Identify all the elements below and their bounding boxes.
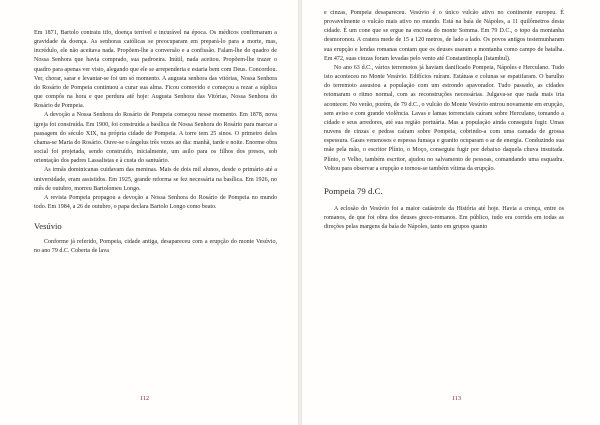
- paragraph-eclosao: A eclosão do Vesúvio foi a maior catástrofe da História até hoje. Havia a crença, entre os romanos, de que foi obra dos deuses greco-romanos. Em público, tudo era corrida em todas as direções pelas margens da baía de Nápoles, tanto em grupos quanto: [324, 205, 564, 231]
- paragraph-devocao: A devoção a Nossa Senhora do Rosário de Pompeia começou nesse momento. Em 1878, nova igreja foi construída. Em 1900, foi construída a basílica de Nossa Senhora do Rosário para marcar a passagem do século XIX, na própria cidade de Pompeia. A torre tem 25 sinos. O primeiro deles chama-se Maria do Rosário. Ouve-se o ângelus três vezes ao dia: manhã, tarde e noite. Enorme obra social foi projetada, sendo construído, inicialmente, um asilo para os filhos dos presos, sob orientação dos padres Lassalistas e à custa do santuário.: [34, 112, 277, 165]
- paragraph-tifo: Em 1871, Bartolo contraiu tifo, doença terrível e incurável na época. Os médicos confirmaram a gravidade da doença. As senhoras católicas se preocuparam em prepará-lo para a morte, mas, incrédulo, ele não aceitava nada. Propõem-lhe a conversão e a confissão. Falam-lhe do quadro de Nossa Senhora que havia comprado, sua padroeira. Inútil, nada aceitou. Propõem-lhe trazer o quadro para apenas ver visto, alegando que ele se arrependeria e estaria bem com Deus. Concordou. Ver, chorar, sarar e levantar-se foi um só momento. A augusta senhora das vitórias, Nossa Senhora do Rosário de Pompeia continuou a curar sua alma. Ficou comovido e começou a rezar a súplica que compôs na hora e que perdura até hoje: Augusta Senhora das Vitórias, Nossa Senhora do Rosário de Pompeia.: [34, 30, 277, 110]
- paragraph-terremotos: No ano 63 d.C., vários terremotos já haviam danificado Pompeia, Nápoles e Herculano. Tudo isto aconteceu no Monte Vesúvio. Edifícios ruíram. Estátuas e colunas se espatifaram. O barulho do terremoto assustou a população com um estrondo apavorador. Tudo passado, as cidades retomaram o ritmo normal, com as reconstruções necessárias. Julgava-se que nada mais iria acontecer. No verão, porém, de 79 d.C., o vulcão do Monte Vesúvio entrou novamente em erupção, sem aviso e com grande violência. Lavas e lamas torrenciais caíram sobre Herculano, tomando a cidade e seus arredores, até sua região portuária. Mas a população ainda conseguiu fugir. Umas nuvens de cinzas e pedras caíram sobre Pompeia, cobrindo-a com uma camada de grossa espessura. Gases venenosos e espessa fumaça e granito ocuparam o ar de energia. Conduzindo sua mãe pela mão, o escritor Plínio, o Moço, conseguiu fugir por debaixo daquela chuva insuitada. Plínio, o Velho, também escritor, ajudou no salvamento de pessoas, comandando uma esquadra. Voltou para observar a erupção e tornou-se também vítima da erupção.: [324, 64, 565, 172]
- section-heading-pompeia: Pompeia 79 d.C.: [324, 185, 383, 196]
- paragraph-vesuvio: Conforme já referido, Pompeia, cidade antiga, desapareceu com a erupção do monte Vesúvio, no ano 79 d.C. Coberta de lava: [34, 239, 277, 255]
- page-number-right: 113: [452, 395, 462, 402]
- left-page: [0, 0, 298, 425]
- paragraph-continuation: e cinzas, Pompeia desapareceu. Vesúvio é o único vulcão ativo no continente europeu. É provavelmente o vulcão mais ativo no mundo. Está na baía de Nápoles, a 11 quilômetros desta cidade. É um cone que se ergue na encosta do monte Somma. Em 79 D.C., o topo da montanha desmoronou. A cratera mede de 15 a 120 metros, de lado a lado. Os povos antigos testemunharam sua erupção e lendas romanas contam que os deuses usaram a montanha como campo de batalha. Em 472, suas cinzas foram levadas pelo vento até Constantinopla (Istambul).: [324, 10, 564, 62]
- paragraph-revista: A revista Pompeia propagou a devoção a Nossa Senhora do Rosário de Pompeia no mundo todo. Em 1984, a 26 de outubro, o papa declara Bartolo Longo como beato.: [34, 194, 277, 210]
- paragraph-irmas: As irmãs dominicanas cuidavam das meninas. Mais de dois mil alunos, desde o primário até a universidade, eram assistidos. Em 1925, grande reforma se fez necessária na basílica. Em 1926, no mês de outubro, morreu Bartolomeu Longo.: [34, 167, 277, 192]
- left-text-block: [34, 29, 277, 256]
- right-text-block: [324, 9, 564, 232]
- page-number-left: 112: [140, 395, 150, 402]
- section-heading-vesuvio: Vesúvio: [34, 221, 62, 232]
- right-page: [302, 0, 600, 425]
